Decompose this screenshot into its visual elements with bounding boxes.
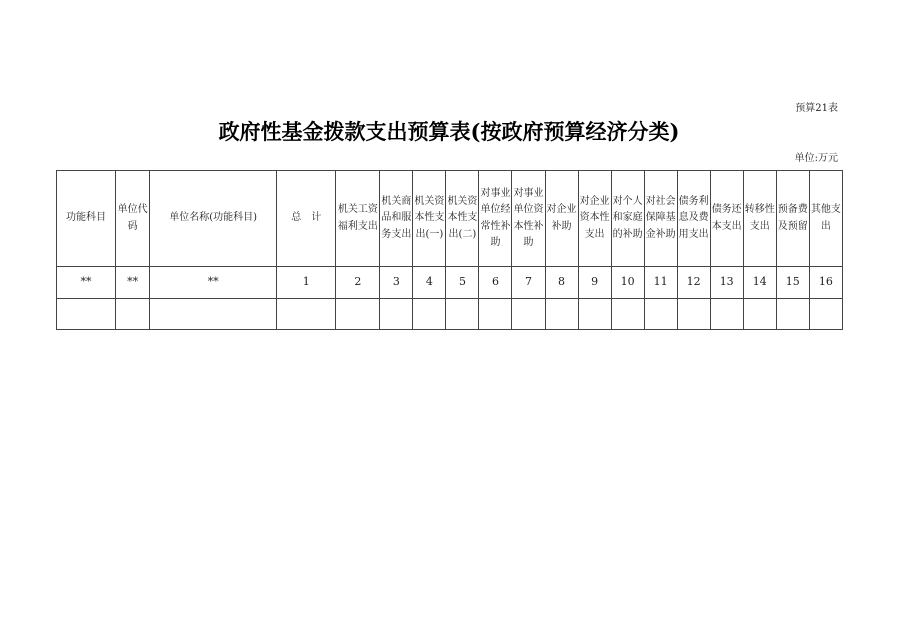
table-cell [578, 299, 611, 330]
table-number: 预算21表 [795, 103, 838, 114]
column-marker: 7 [512, 267, 545, 299]
header-cell: 对企业资本性支出 [578, 171, 611, 267]
table-cell [277, 299, 336, 330]
header-cell: 单位名称(功能科目) [150, 171, 277, 267]
unit-label: 单位:万元 [794, 153, 838, 164]
header-cell: 债务还本支出 [710, 171, 743, 267]
table-cell [644, 299, 677, 330]
column-marker: 3 [380, 267, 413, 299]
column-marker: 15 [776, 267, 809, 299]
header-cell: 对企业补助 [545, 171, 578, 267]
column-marker: 14 [743, 267, 776, 299]
table-cell [776, 299, 809, 330]
header-cell: 机关工资福利支出 [336, 171, 380, 267]
table-row [57, 299, 843, 330]
header-cell: 功能科目 [57, 171, 116, 267]
table-cell [710, 299, 743, 330]
table-cell [479, 299, 512, 330]
header-cell: 对事业单位经常性补助 [479, 171, 512, 267]
column-marker: 2 [336, 267, 380, 299]
budget-table [56, 170, 843, 330]
table-cell [336, 299, 380, 330]
table-cell [677, 299, 710, 330]
header-cell: 对社会保障基金补助 [644, 171, 677, 267]
column-marker: 8 [545, 267, 578, 299]
column-marker: 12 [677, 267, 710, 299]
header-cell: 债务利息及费用支出 [677, 171, 710, 267]
column-marker: ** [57, 267, 116, 299]
header-cell: 机关资本性支出(一) [413, 171, 446, 267]
header-cell: 预备费及预留 [776, 171, 809, 267]
column-marker: 4 [413, 267, 446, 299]
column-marker: 6 [479, 267, 512, 299]
table-cell [380, 299, 413, 330]
table-cell [611, 299, 644, 330]
header-cell: 机关资本性支出(二) [446, 171, 479, 267]
table-cell [545, 299, 578, 330]
column-marker: 1 [277, 267, 336, 299]
column-marker: 5 [446, 267, 479, 299]
table-cell [446, 299, 479, 330]
column-marker: 9 [578, 267, 611, 299]
table-cell [413, 299, 446, 330]
header-cell: 转移性支出 [743, 171, 776, 267]
column-marker: 13 [710, 267, 743, 299]
table-cell [809, 299, 842, 330]
header-cell: 总 计 [277, 171, 336, 267]
page-title: 政府性基金拨款支出预算表(按政府预算经济分类) [218, 119, 680, 144]
header-cell: 对事业单位资本性补助 [512, 171, 545, 267]
header-cell: 其他支出 [809, 171, 842, 267]
column-marker: ** [116, 267, 150, 299]
table-cell [512, 299, 545, 330]
table-cell [743, 299, 776, 330]
table-cell [57, 299, 116, 330]
table-cell [116, 299, 150, 330]
column-marker: 10 [611, 267, 644, 299]
header-cell: 机关商品和服务支出 [380, 171, 413, 267]
column-marker: ** [150, 267, 277, 299]
header-row [57, 171, 843, 267]
column-number-row [57, 267, 843, 299]
header-cell: 对个人和家庭的补助 [611, 171, 644, 267]
table-cell [150, 299, 277, 330]
column-marker: 11 [644, 267, 677, 299]
column-marker: 16 [809, 267, 842, 299]
header-cell: 单位代码 [116, 171, 150, 267]
